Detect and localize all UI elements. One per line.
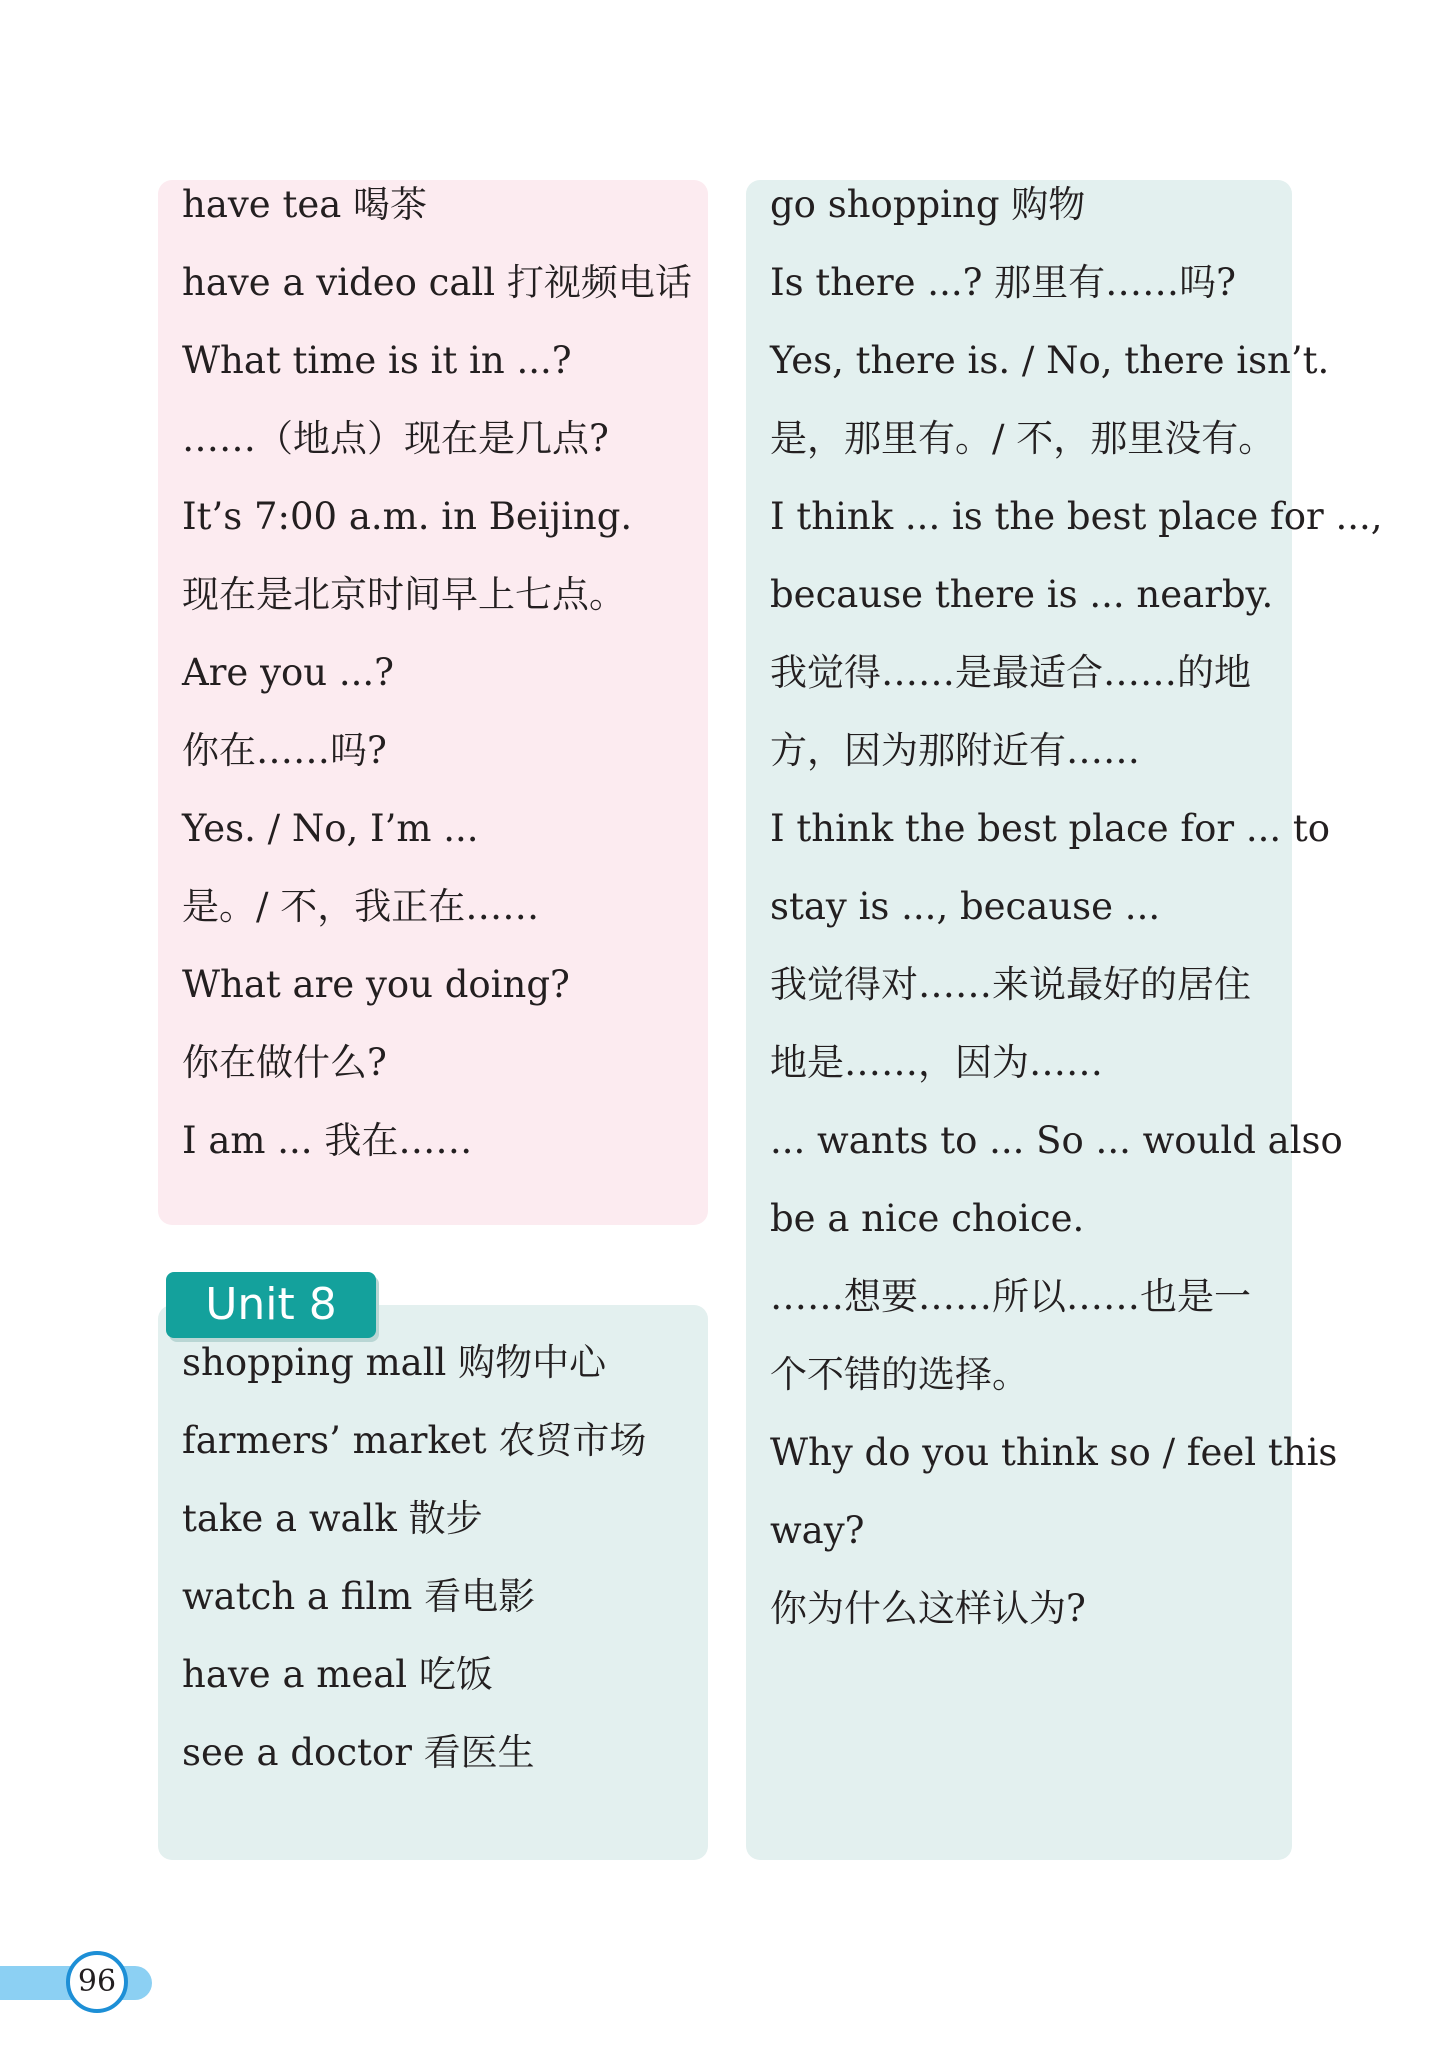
phrase-line: 我觉得对……来说最好的居住 (770, 963, 1251, 1006)
phrase-line: Are you ...? (182, 651, 394, 694)
phrase-line: I think ... is the best place for ..., (770, 495, 1383, 538)
phrase-line: Why do you think so / feel this (770, 1431, 1338, 1474)
phrase-line: 我觉得……是最适合……的地 (770, 651, 1251, 694)
phrase-line: 方，因为那附近有…… (770, 729, 1140, 772)
phrase-line: have tea 喝茶 (182, 183, 428, 226)
phrase-line: way? (770, 1509, 865, 1552)
phrase-line: 是。/ 不，我正在…… (182, 885, 540, 928)
phrase-line: shopping mall 购物中心 (182, 1341, 607, 1384)
phrase-line: 个不错的选择。 (770, 1353, 1029, 1396)
phrase-line: go shopping 购物 (770, 183, 1086, 226)
phrase-line: stay is ..., because ... (770, 885, 1161, 928)
phrase-line: I think the best place for ... to (770, 807, 1331, 850)
page-number: 96 (66, 1951, 128, 2013)
phrase-line: I am ... 我在…… (182, 1119, 473, 1162)
phrase-line: be a nice choice. (770, 1197, 1085, 1240)
phrase-line: have a meal 吃饭 (182, 1653, 493, 1696)
phrase-line: farmers’ market 农贸市场 (182, 1419, 647, 1462)
phrase-panel-left-top (158, 180, 708, 1225)
phrase-line: ... wants to ... So ... would also (770, 1119, 1343, 1162)
phrase-line: It’s 7:00 a.m. in Beijing. (182, 495, 633, 538)
phrase-line: What are you doing? (182, 963, 570, 1006)
phrase-line: 你为什么这样认为? (770, 1587, 1086, 1630)
phrase-line: take a walk 散步 (182, 1497, 483, 1540)
phrase-line: because there is ... nearby. (770, 573, 1274, 616)
phrase-line: Is there ...? 那里有……吗? (770, 261, 1237, 304)
phrase-line: see a doctor 看医生 (182, 1731, 535, 1774)
phrase-line: ……（地点）现在是几点? (182, 417, 609, 460)
phrase-line: What time is it in ...? (182, 339, 572, 382)
phrase-line: watch a film 看电影 (182, 1575, 536, 1618)
phrase-line: 地是……，因为…… (770, 1041, 1103, 1084)
phrase-line: 你在……吗? (182, 729, 387, 772)
phrase-panel-left-bottom (158, 1305, 708, 1860)
unit-heading-tab: Unit 8 (166, 1272, 376, 1338)
phrase-panel-right (746, 180, 1383, 1860)
phrase-line: 现在是北京时间早上七点。 (182, 573, 626, 616)
phrase-line: Yes, there is. / No, there isn’t. (770, 339, 1330, 382)
phrase-line: Yes. / No, I’m ... (182, 807, 479, 850)
phrase-line: ……想要……所以……也是一 (770, 1275, 1251, 1318)
phrase-line: 是，那里有。/ 不，那里没有。 (770, 417, 1276, 460)
phrase-line: 你在做什么? (182, 1041, 387, 1084)
phrase-line: have a video call 打视频电话 (182, 261, 692, 304)
